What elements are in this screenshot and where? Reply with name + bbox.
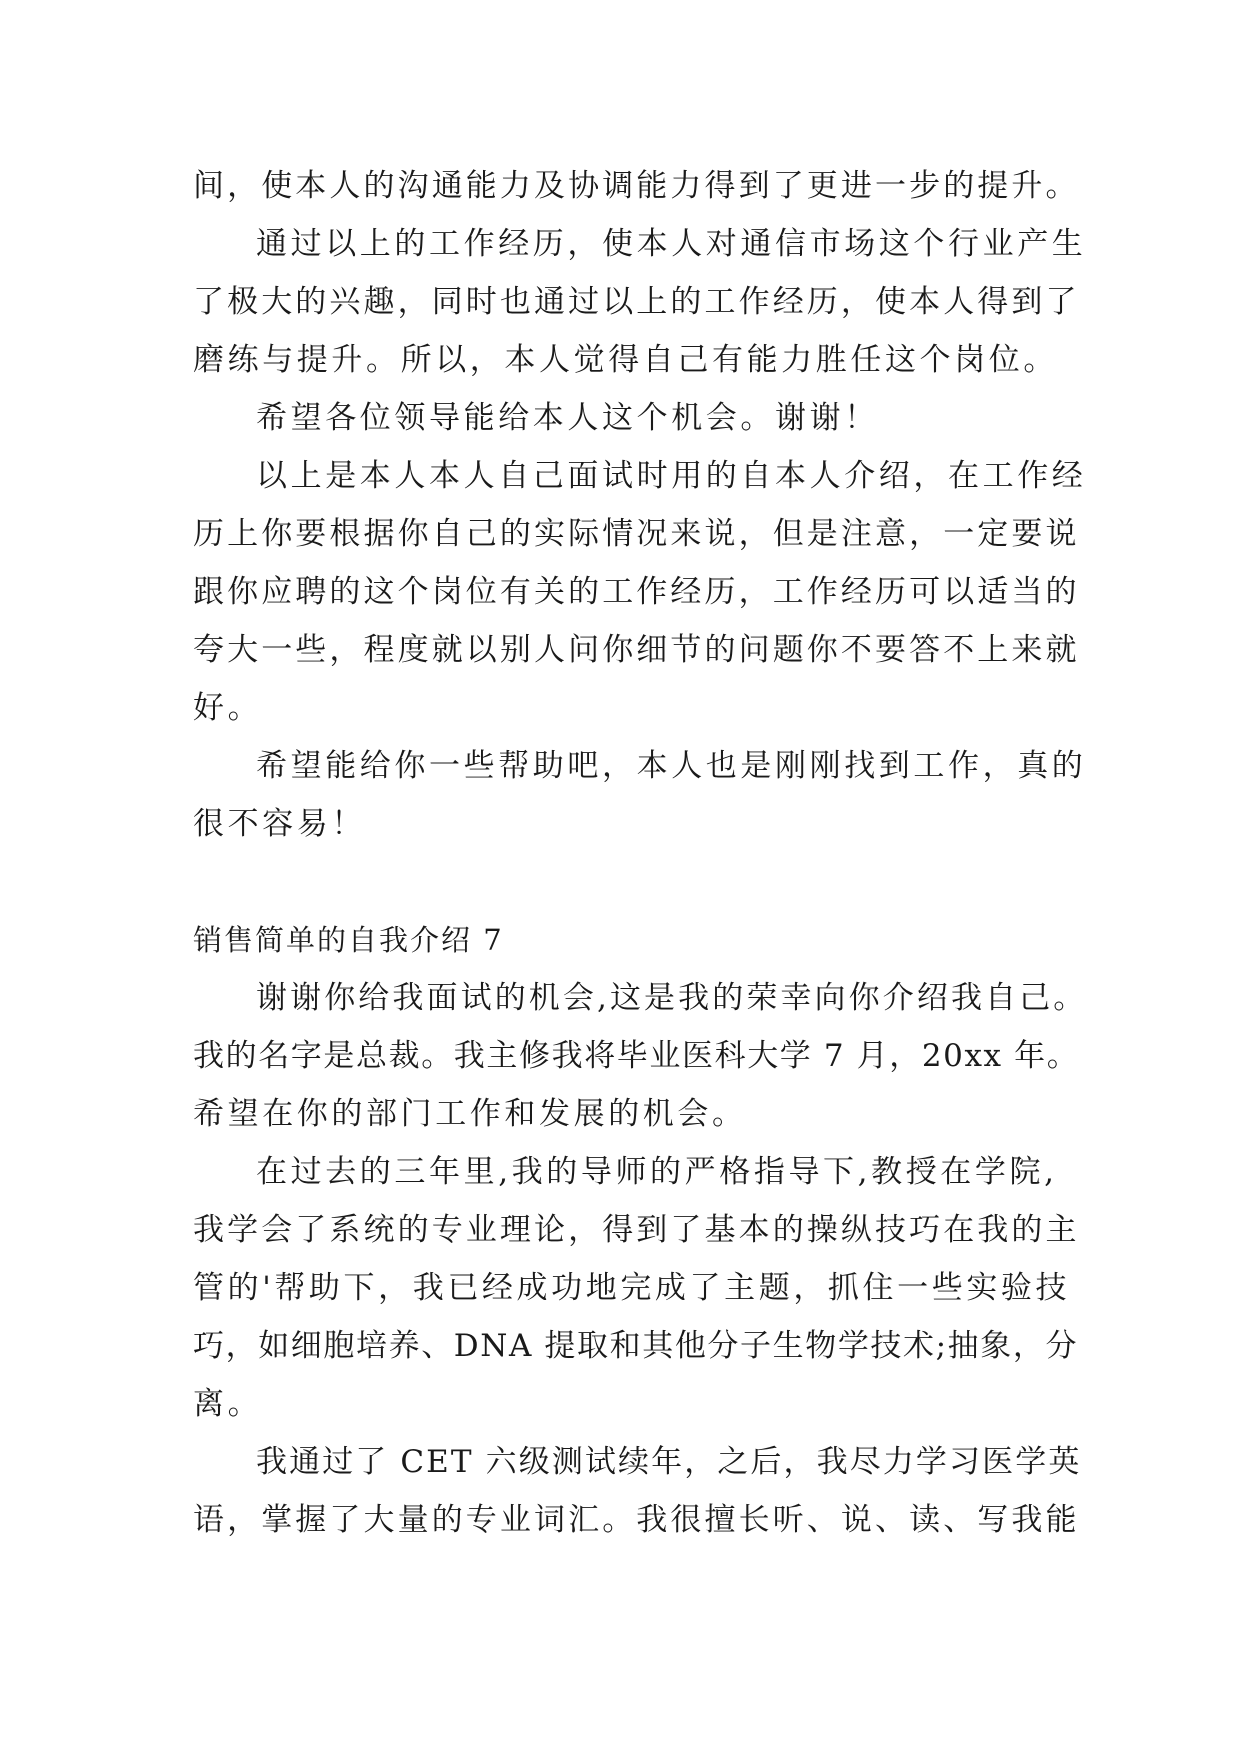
text-line: 间，使本人的沟通能力及协调能力得到了更进一步的提升。	[193, 168, 1080, 204]
paragraph-first-line: 希望各位领导能给本人这个机会。谢谢！	[256, 400, 879, 436]
text-line: 离。	[193, 1386, 263, 1422]
text-line: 很不容易！	[193, 806, 366, 842]
text-line: 历上你要根据你自己的实际情况来说，但是注意，一定要说	[193, 516, 1080, 552]
paragraph-first-line: 在过去的三年里,我的导师的严格指导下,教授在学院,	[256, 1154, 1058, 1190]
paragraph-first-line: 以上是本人本人自己面试时用的自本人介绍，在工作经	[256, 458, 1087, 494]
paragraph-first-line: 希望能给你一些帮助吧，本人也是刚刚找到工作，真的	[256, 748, 1087, 784]
text-line: 我的名字是总裁。我主修我将毕业医科大学 7 月，20xx 年。	[193, 1038, 1080, 1074]
text-line: 管的'帮助下，我已经成功地完成了主题，抓住一些实验技	[193, 1270, 1071, 1306]
text-line: 好。	[193, 690, 263, 726]
paragraph-first-line: 我通过了 CET 六级测试续年，之后，我尽力学习医学英	[256, 1444, 1082, 1480]
text-line: 磨练与提升。所以，本人觉得自己有能力胜任这个岗位。	[193, 342, 1058, 378]
text-line: 了极大的兴趣，同时也通过以上的工作经历，使本人得到了	[193, 284, 1080, 320]
text-line: 希望在你的部门工作和发展的机会。	[193, 1096, 747, 1132]
text-line: 跟你应聘的这个岗位有关的工作经历，工作经历可以适当的	[193, 574, 1080, 610]
text-line: 夸大一些，程度就以别人问你细节的问题你不要答不上来就	[193, 632, 1080, 668]
text-line: 我学会了系统的专业理论，得到了基本的操纵技巧在我的主	[193, 1212, 1080, 1248]
section-heading: 销售简单的自我介绍 7	[193, 923, 504, 957]
paragraph-first-line: 通过以上的工作经历，使本人对通信市场这个行业产生	[256, 226, 1087, 262]
paragraph-first-line: 谢谢你给我面试的机会,这是我的荣幸向你介绍我自己。	[256, 980, 1088, 1016]
text-line: 巧，如细胞培养、DNA 提取和其他分子生物学技术;抽象，分	[193, 1328, 1079, 1364]
text-line: 语，掌握了大量的专业词汇。我很擅长听、说、读、写我能	[193, 1502, 1080, 1538]
